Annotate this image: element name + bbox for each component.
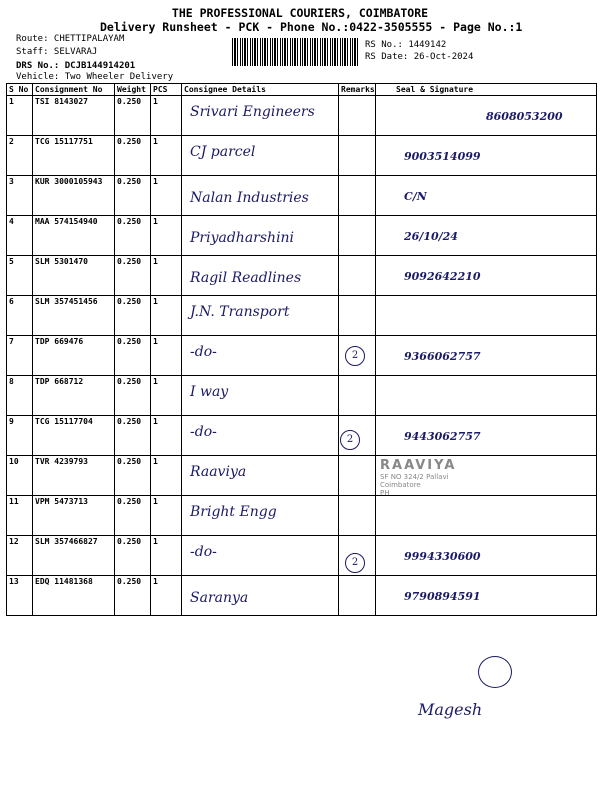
col-header-consignee: Consignee Details xyxy=(182,84,339,96)
cell-signature xyxy=(376,336,597,376)
cell-consignment-no: TCG 15117704 xyxy=(33,416,115,456)
cell-consignee xyxy=(182,136,339,176)
cell-signature xyxy=(376,376,597,416)
cell-weight: 0.250 xyxy=(115,136,151,176)
cell-consignee xyxy=(182,296,339,336)
cell-sno: 4 xyxy=(7,216,33,256)
cell-consignment-no: KUR 3000105943 xyxy=(33,176,115,216)
cell-consignment-no: VPM 5473713 xyxy=(33,496,115,536)
consignee-handwriting: Ragil Readlines xyxy=(190,270,302,286)
cell-signature xyxy=(376,536,597,576)
cell-signature xyxy=(376,96,597,136)
cell-pcs: 1 xyxy=(151,176,182,216)
cell-pcs: 1 xyxy=(151,376,182,416)
col-header-remarks: Remarks xyxy=(339,84,376,96)
signature-handwriting: 9994330600 xyxy=(404,550,481,563)
stamp-line3: PH xyxy=(380,489,390,497)
signature-handwriting: 9366062757 xyxy=(404,350,481,363)
cell-remarks xyxy=(339,376,376,416)
company-stamp xyxy=(380,458,580,520)
cell-signature xyxy=(376,216,597,256)
cell-signature xyxy=(376,256,597,296)
cell-weight: 0.250 xyxy=(115,96,151,136)
cell-consignment-no: SLM 357451456 xyxy=(33,296,115,336)
cell-remarks xyxy=(339,496,376,536)
table-row xyxy=(7,376,597,416)
cell-remarks xyxy=(339,136,376,176)
cell-signature xyxy=(376,136,597,176)
cell-signature xyxy=(376,576,597,616)
cell-pcs: 1 xyxy=(151,576,182,616)
table-header-row xyxy=(7,84,597,96)
stamp-line1: SF NO 324/2 Pallavi xyxy=(380,473,449,481)
consignee-handwriting: CJ parcel xyxy=(190,144,256,160)
table-row xyxy=(7,136,597,176)
cell-pcs: 1 xyxy=(151,536,182,576)
table-row xyxy=(7,176,597,216)
cell-weight: 0.250 xyxy=(115,536,151,576)
cell-sno: 1 xyxy=(7,96,33,136)
cell-remarks xyxy=(339,216,376,256)
cell-consignee xyxy=(182,536,339,576)
consignee-handwriting: I way xyxy=(190,384,229,400)
rs-date: RS Date: 26-Oct-2024 xyxy=(365,52,474,62)
cell-consignment-no: TVR 4239793 xyxy=(33,456,115,496)
cell-consignee xyxy=(182,456,339,496)
cell-consignment-no: SLM 5301470 xyxy=(33,256,115,296)
cell-consignment-no: MAA 574154940 xyxy=(33,216,115,256)
cell-sno: 7 xyxy=(7,336,33,376)
cell-pcs: 1 xyxy=(151,96,182,136)
table-row xyxy=(7,216,597,256)
stamp-line2: Coimbatore xyxy=(380,481,421,489)
table-row xyxy=(7,256,597,296)
cell-consignee xyxy=(182,376,339,416)
cell-weight: 0.250 xyxy=(115,496,151,536)
consignee-handwriting: Bright Engg xyxy=(190,504,277,520)
cell-pcs: 1 xyxy=(151,256,182,296)
cell-consignee xyxy=(182,256,339,296)
cell-remarks xyxy=(339,96,376,136)
consignee-handwriting: Srivari Engineers xyxy=(190,104,315,120)
cell-consignee xyxy=(182,496,339,536)
cell-pcs: 1 xyxy=(151,416,182,456)
vehicle-label: Vehicle: Two Wheeler Delivery xyxy=(16,72,174,82)
barcode-icon xyxy=(232,38,358,66)
cell-consignment-no: TDP 668712 xyxy=(33,376,115,416)
table-row xyxy=(7,336,597,376)
col-header-consignment: Consignment No xyxy=(33,84,115,96)
cell-pcs: 1 xyxy=(151,456,182,496)
footer-signature: Magesh xyxy=(418,700,483,719)
consignee-handwriting: -do- xyxy=(190,424,217,440)
cell-pcs: 1 xyxy=(151,336,182,376)
cell-pcs: 1 xyxy=(151,496,182,536)
cell-consignee xyxy=(182,176,339,216)
signature-handwriting: C/N xyxy=(404,190,427,203)
cell-sno: 9 xyxy=(7,416,33,456)
table-row xyxy=(7,296,597,336)
cell-consignment-no: SLM 357466827 xyxy=(33,536,115,576)
cell-weight: 0.250 xyxy=(115,376,151,416)
cell-consignee xyxy=(182,416,339,456)
signature-loop-icon xyxy=(478,656,512,688)
cell-sno: 6 xyxy=(7,296,33,336)
remark-circle: 2 xyxy=(345,346,365,366)
cell-consignee xyxy=(182,576,339,616)
col-header-signature: Seal & Signature xyxy=(376,84,597,96)
consignee-handwriting: -do- xyxy=(190,344,217,360)
remark-circle: 2 xyxy=(345,553,365,573)
cell-signature xyxy=(376,176,597,216)
consignee-handwriting: Raaviya xyxy=(190,464,247,480)
cell-consignee xyxy=(182,216,339,256)
cell-remarks xyxy=(339,296,376,336)
table-row xyxy=(7,96,597,136)
drs-label: DRS No.: DCJB144914201 xyxy=(16,61,136,71)
cell-sno: 12 xyxy=(7,536,33,576)
signature-handwriting: 9443062757 xyxy=(404,430,481,443)
cell-weight: 0.250 xyxy=(115,216,151,256)
cell-pcs: 1 xyxy=(151,216,182,256)
cell-remarks xyxy=(339,176,376,216)
consignee-handwriting: Priyadharshini xyxy=(190,230,295,246)
col-header-pcs: PCS xyxy=(151,84,182,96)
cell-sno: 13 xyxy=(7,576,33,616)
cell-weight: 0.250 xyxy=(115,416,151,456)
runsheet-subtitle: Delivery Runsheet - PCK - Phone No.:0422-3505555 - Page No.:1 xyxy=(100,20,523,34)
cell-sno: 11 xyxy=(7,496,33,536)
col-header-sno: S No xyxy=(7,84,33,96)
signature-handwriting: 9790894591 xyxy=(404,590,481,603)
cell-weight: 0.250 xyxy=(115,176,151,216)
cell-weight: 0.250 xyxy=(115,256,151,296)
signature-handwriting: 26/10/24 xyxy=(404,230,458,243)
stamp-name: RAAVIYA xyxy=(380,458,457,473)
cell-remarks xyxy=(339,576,376,616)
cell-sno: 2 xyxy=(7,136,33,176)
cell-signature xyxy=(376,296,597,336)
table-row xyxy=(7,576,597,616)
runsheet-table xyxy=(6,83,597,616)
route-label: Route: CHETTIPALAYAM xyxy=(16,34,125,44)
cell-sno: 10 xyxy=(7,456,33,496)
signature-handwriting: 9003514099 xyxy=(404,150,481,163)
cell-weight: 0.250 xyxy=(115,456,151,496)
consignee-handwriting: Nalan Industries xyxy=(190,190,309,206)
staff-label: Staff: SELVARAJ xyxy=(16,47,98,57)
cell-pcs: 1 xyxy=(151,296,182,336)
cell-weight: 0.250 xyxy=(115,576,151,616)
cell-signature xyxy=(376,416,597,456)
rs-number: RS No.: 1449142 xyxy=(365,40,447,50)
cell-consignee xyxy=(182,96,339,136)
cell-consignment-no: TCG 15117751 xyxy=(33,136,115,176)
table-row xyxy=(7,536,597,576)
cell-sno: 8 xyxy=(7,376,33,416)
consignee-handwriting: -do- xyxy=(190,544,217,560)
cell-pcs: 1 xyxy=(151,136,182,176)
cell-consignment-no: EDQ 11481368 xyxy=(33,576,115,616)
consignee-handwriting: J.N. Transport xyxy=(190,304,290,320)
cell-sno: 5 xyxy=(7,256,33,296)
table-row xyxy=(7,416,597,456)
cell-weight: 0.250 xyxy=(115,336,151,376)
cell-sno: 3 xyxy=(7,176,33,216)
signature-handwriting: 8608053200 xyxy=(486,110,563,123)
cell-consignment-no: TDP 669476 xyxy=(33,336,115,376)
col-header-weight: Weight xyxy=(115,84,151,96)
consignee-handwriting: Saranya xyxy=(190,590,249,606)
cell-remarks xyxy=(339,456,376,496)
signature-handwriting: 9092642210 xyxy=(404,270,481,283)
cell-weight: 0.250 xyxy=(115,296,151,336)
cell-consignment-no: TSI 8143027 xyxy=(33,96,115,136)
cell-consignee xyxy=(182,336,339,376)
company-title: THE PROFESSIONAL COURIERS, COIMBATORE xyxy=(171,6,429,20)
remark-circle: 2 xyxy=(340,430,360,450)
cell-remarks xyxy=(339,256,376,296)
